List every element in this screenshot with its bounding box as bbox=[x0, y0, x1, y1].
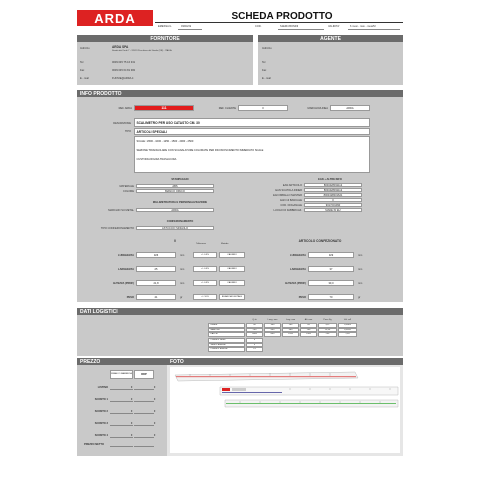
marchio-label: MARCHIO/LINEA bbox=[307, 107, 328, 110]
dim-row-value: 25 bbox=[136, 266, 176, 272]
dims-header: 0 bbox=[174, 239, 176, 243]
log-cell: 50 bbox=[246, 323, 263, 328]
fornitore-indirizzo-label: Indirizzo bbox=[80, 47, 90, 50]
emessa-underline bbox=[178, 29, 202, 30]
log-extra-value: 5 bbox=[246, 343, 263, 348]
log-col-header: Q.tà bbox=[252, 319, 257, 321]
descrizione-label: DESCRIZIONE bbox=[113, 122, 131, 125]
agente-email-label: E - mail bbox=[262, 77, 271, 80]
log-cell: 340 bbox=[264, 323, 281, 328]
colore-value: BIANCO OPACO bbox=[136, 189, 214, 193]
descrizione-value: SCALIMETRO PER USO CATASTO CM. 30 bbox=[134, 118, 370, 127]
millimetratura-title: MILLIMETRATURA E PERSONALIZZAZIONE bbox=[152, 201, 208, 204]
dim-row-metodo: CALIBRO bbox=[219, 252, 245, 258]
ean-row-value: 8003428031621 bbox=[304, 193, 362, 197]
log-cell: 800 bbox=[264, 332, 281, 337]
prezzo-netto-label: PREZZO NETTO bbox=[84, 443, 104, 446]
prezzo-row-label: SCONTO 3 bbox=[94, 422, 108, 425]
cod-value: S1EM4 BONINI bbox=[280, 25, 299, 28]
log-cell: 3,57 bbox=[318, 323, 337, 328]
conf-title: ARTICOLO CONFEZIONATO bbox=[298, 239, 342, 243]
prezzo-row-line-ddp bbox=[134, 413, 154, 414]
fornitore-fax: 0039 045 64 81 382 bbox=[112, 69, 136, 72]
prezzo-row-currency-ddp: € bbox=[154, 422, 156, 425]
colore-label: COLORE bbox=[123, 190, 134, 193]
prezzo-netto-line-2 bbox=[134, 446, 154, 447]
log-row-label: MASTER bbox=[208, 328, 245, 333]
prezzo-row-currency-ddp: € bbox=[154, 434, 156, 437]
info-header: INFO PRODOTTO bbox=[77, 90, 403, 97]
conf-row-label: LUNGHEZZA bbox=[290, 254, 306, 257]
marchio-value: ARDA bbox=[330, 105, 370, 111]
prezzo-header: PREZZO bbox=[77, 358, 167, 365]
prezzo-row-currency-ddp: € bbox=[154, 410, 156, 413]
prezzo-row-line bbox=[110, 425, 133, 426]
dim-row-unit: mm bbox=[180, 268, 185, 271]
tolleranze-label: Tolleranze bbox=[196, 243, 206, 245]
sezione-text: SEZIONE TRIANGOLARE CON SCANALATURE COLORATE PER RICONOSCIMENTO IMMEDIATO SCALE bbox=[136, 149, 264, 152]
log-extra-value: 15 bbox=[246, 347, 263, 352]
ref-arda-label: REF. ARDA bbox=[118, 107, 132, 110]
prezzo-row-label: SCONTO 2 bbox=[94, 410, 108, 413]
conf-row-label: LARGHEZZA bbox=[290, 268, 306, 271]
prezzo-row-label: SCONTO 4 bbox=[94, 434, 108, 437]
agente-panel bbox=[258, 35, 403, 85]
dim-row-label: LARGHEZZA bbox=[118, 268, 134, 271]
conf-row-value: 30,0 bbox=[308, 280, 354, 286]
product-photo bbox=[170, 367, 400, 453]
title-divider bbox=[155, 22, 403, 23]
fornitore-address: Strada dei Frutti 7 - 37019 Peschiera del Garda (VR) - ITALIA bbox=[112, 50, 172, 52]
log-col-header: Vol. m3 bbox=[343, 319, 352, 321]
dim-row-label: LUNGHEZZA bbox=[118, 254, 134, 257]
ref-cliente-label: REF. CLIENTE bbox=[218, 107, 236, 110]
log-cell: 234 bbox=[318, 332, 337, 337]
agente-indirizzo-label: Indirizzo bbox=[262, 47, 272, 50]
log-extra-value: 3 bbox=[246, 338, 263, 343]
prezzo-row-line bbox=[110, 413, 133, 414]
conf-row-label: PESO bbox=[298, 296, 306, 299]
prezzo-row-label: LISTINO bbox=[97, 386, 108, 389]
page-title: SCHEDA PRODOTTO bbox=[231, 11, 333, 22]
ean-row-value: 8003428031112 bbox=[304, 183, 362, 187]
ddp-header: DDP bbox=[134, 370, 154, 379]
ean-title: EAN + ALTRE INFO bbox=[318, 178, 342, 181]
conf-row-unit: mm bbox=[358, 282, 363, 285]
fornitore-panel bbox=[77, 35, 253, 85]
scale-text: SCALE: 1/500 - 1000 - 1250 - 1500 - 2000 - 2500 bbox=[136, 140, 194, 143]
arda-logo bbox=[77, 10, 153, 26]
log-cell: 0,0285 bbox=[338, 328, 357, 333]
conf-row-unit: mm bbox=[358, 254, 363, 257]
conf-row-value: 329 bbox=[308, 252, 354, 258]
conf-row-label: ALTEZZA (PROF) bbox=[284, 282, 306, 285]
log-cell: 195 bbox=[282, 323, 299, 328]
agente-header: AGENTE bbox=[258, 35, 403, 42]
fornitore-email: FUNVIE@ARDA.it bbox=[112, 77, 134, 80]
marchio-metal-value: ARDA bbox=[136, 208, 214, 212]
dim-row-unit: mm bbox=[180, 282, 185, 285]
prezzo-row-currency: € bbox=[131, 398, 133, 401]
dim-row-metodo: CALIBRO bbox=[219, 266, 245, 272]
log-cell: 1200 bbox=[282, 332, 299, 337]
dim-row-tol: +/- 0.5% bbox=[193, 266, 217, 272]
ref-cliente-value: 0 bbox=[238, 105, 288, 111]
prezzo-row-currency: € bbox=[131, 434, 133, 437]
ruler-middle bbox=[220, 387, 398, 395]
dim-row-value: 21,8 bbox=[136, 280, 176, 286]
conf-row-value: 37 bbox=[308, 266, 354, 272]
ruler-top bbox=[175, 372, 358, 381]
prezzo-row-currency-ddp: € bbox=[154, 386, 156, 389]
dim-row-unit: mm bbox=[180, 254, 185, 257]
log-col-header: Lung. mm bbox=[267, 319, 278, 321]
ean-row-value: 8003428031112 bbox=[304, 188, 362, 192]
fornitore-tel: 0039 045 75 16 331 bbox=[112, 61, 136, 64]
materiale-value: ABS bbox=[136, 184, 214, 188]
conf-row-unit: gr bbox=[358, 296, 361, 299]
franco-fabbrica-header: FRANCO FABBRICA bbox=[110, 370, 133, 379]
ean-row-label: EAN 13 BANCALE bbox=[280, 199, 302, 202]
validita-underline bbox=[348, 29, 400, 30]
dim-row-tol: +/- 0.5% bbox=[193, 252, 217, 258]
log-extra-label: Cartoni x strato bbox=[208, 338, 245, 343]
log-cell: 3000 bbox=[246, 332, 263, 337]
prezzo-row-line bbox=[110, 389, 133, 390]
dim-row-value: 41 bbox=[136, 294, 176, 300]
fornitore-fax-label: Fax bbox=[80, 69, 85, 72]
stampaggio-title: STAMPAGGIO bbox=[171, 178, 189, 181]
prezzo-row-line-ddp bbox=[134, 401, 154, 402]
descrizione-details bbox=[134, 136, 370, 173]
ean-row-value: 0 bbox=[304, 198, 362, 202]
prezzo-row-currency: € bbox=[131, 386, 133, 389]
cod-label: COD. bbox=[255, 25, 262, 28]
ean-row-value: 9017201090 bbox=[304, 203, 362, 207]
tipo-value: ARTICOLI SPECIALI bbox=[134, 128, 370, 135]
ean-row-label: EAN IMBALLO MASTER bbox=[273, 194, 302, 197]
prezzo-row-line-ddp bbox=[134, 389, 154, 390]
custodia-text: CUSTODIA RIGIDA TRASLUCIDA bbox=[136, 158, 177, 161]
log-cell: 198 bbox=[300, 328, 317, 333]
foto-header: FOTO bbox=[167, 358, 403, 365]
logistici-header: DATI LOGISTICI bbox=[77, 308, 403, 315]
prezzo-row-line-ddp bbox=[134, 425, 154, 426]
confezionamento-title: CONFEZIONAMENTO bbox=[166, 220, 194, 223]
validita-label: VALIDITA' bbox=[328, 25, 340, 28]
log-row-label: PALLET bbox=[208, 332, 245, 337]
emessa-label: EMESSA IL bbox=[158, 25, 172, 28]
ean-row-label: COD. DOGANALE bbox=[280, 204, 302, 207]
log-cell: 1,44 bbox=[338, 332, 357, 337]
log-cell: 400 bbox=[264, 328, 281, 333]
prezzo-row-label: SCONTO 1 bbox=[94, 398, 108, 401]
log-extra-label: Strati x bancale bbox=[208, 343, 245, 348]
log-col-header: Larg. mm bbox=[285, 319, 296, 321]
agente-fax-label: Fax bbox=[262, 69, 267, 72]
ean-row-value: MADE IN EU bbox=[304, 208, 362, 212]
ruler-bottom bbox=[225, 400, 398, 407]
log-cell: 360 bbox=[282, 328, 299, 333]
tipo-label: TIPO bbox=[124, 130, 131, 133]
dim-row-value: 326 bbox=[136, 252, 176, 258]
prezzo-netto-line-1 bbox=[110, 446, 133, 447]
log-extra-label: Cartoni x bancale bbox=[208, 347, 245, 352]
dim-row-metodo: CALIBRO bbox=[219, 280, 245, 286]
dim-row-metodo: BILANCIA DIGITALE bbox=[219, 294, 245, 300]
prezzo-row-currency: € bbox=[131, 422, 133, 425]
log-cell: 95 bbox=[300, 323, 317, 328]
emessa-value: 03/04/19 bbox=[181, 25, 192, 28]
dim-row-tol: +/- 0.5% bbox=[193, 280, 217, 286]
conf-row-unit: mm bbox=[358, 268, 363, 271]
scalimetro-image bbox=[170, 367, 400, 453]
dim-row-label: ALTEZZA (PROF) bbox=[112, 282, 134, 285]
agente-tel-label: Tel bbox=[262, 61, 266, 64]
log-cell: 0,0063 bbox=[338, 323, 357, 328]
ref-arda-value: 111 bbox=[134, 105, 194, 111]
log-col-header: Alt. mm bbox=[304, 319, 313, 321]
ean-row-label: LUOGO DI FABBRICAZ. bbox=[273, 209, 302, 212]
dim-row-unit: gr bbox=[180, 296, 183, 299]
log-cell: 1300 bbox=[300, 332, 317, 337]
fornitore-header: FORNITORE bbox=[77, 35, 253, 42]
fornitore-email-label: E - mail bbox=[80, 77, 89, 80]
tipo-conf-label: TIPO CONFEZIONAMENTO bbox=[100, 227, 134, 230]
dim-row-label: PESO bbox=[126, 296, 134, 299]
marchio-metal-label: MARCHIO SU METAL bbox=[108, 209, 134, 212]
prezzo-row-line-ddp bbox=[134, 437, 154, 438]
ean-row-label: EAN SCATOLA INNER bbox=[275, 189, 302, 192]
metodo-label: Metodo bbox=[221, 243, 229, 245]
prezzo-row-line bbox=[110, 437, 133, 438]
prezzo-row-currency: € bbox=[131, 410, 133, 413]
fornitore-name: ARDA SPA bbox=[112, 45, 129, 49]
tipo-conf-value: ASTUCCIO SINGOLO bbox=[136, 226, 214, 230]
log-col-header: Peso Kg bbox=[323, 319, 332, 321]
log-cell: 15,56 bbox=[318, 328, 337, 333]
dim-row-tol: +/- 10% bbox=[193, 294, 217, 300]
materiale-label: MATERIALE bbox=[119, 185, 134, 188]
prezzo-row-line bbox=[110, 401, 133, 402]
log-row-label: INNER bbox=[208, 323, 245, 328]
prezzo-row-currency-ddp: € bbox=[154, 398, 156, 401]
validita-value: 6 mesi - max - mesi/M bbox=[350, 25, 376, 28]
logo-text: ARDA bbox=[94, 10, 136, 26]
log-cell: 200 bbox=[246, 328, 263, 333]
fornitore-tel-label: Tel bbox=[80, 61, 84, 64]
ean-row-label: EAN ARTICOLO bbox=[282, 184, 302, 187]
conf-row-value: 70 bbox=[308, 294, 354, 300]
cod-underline bbox=[278, 29, 324, 30]
